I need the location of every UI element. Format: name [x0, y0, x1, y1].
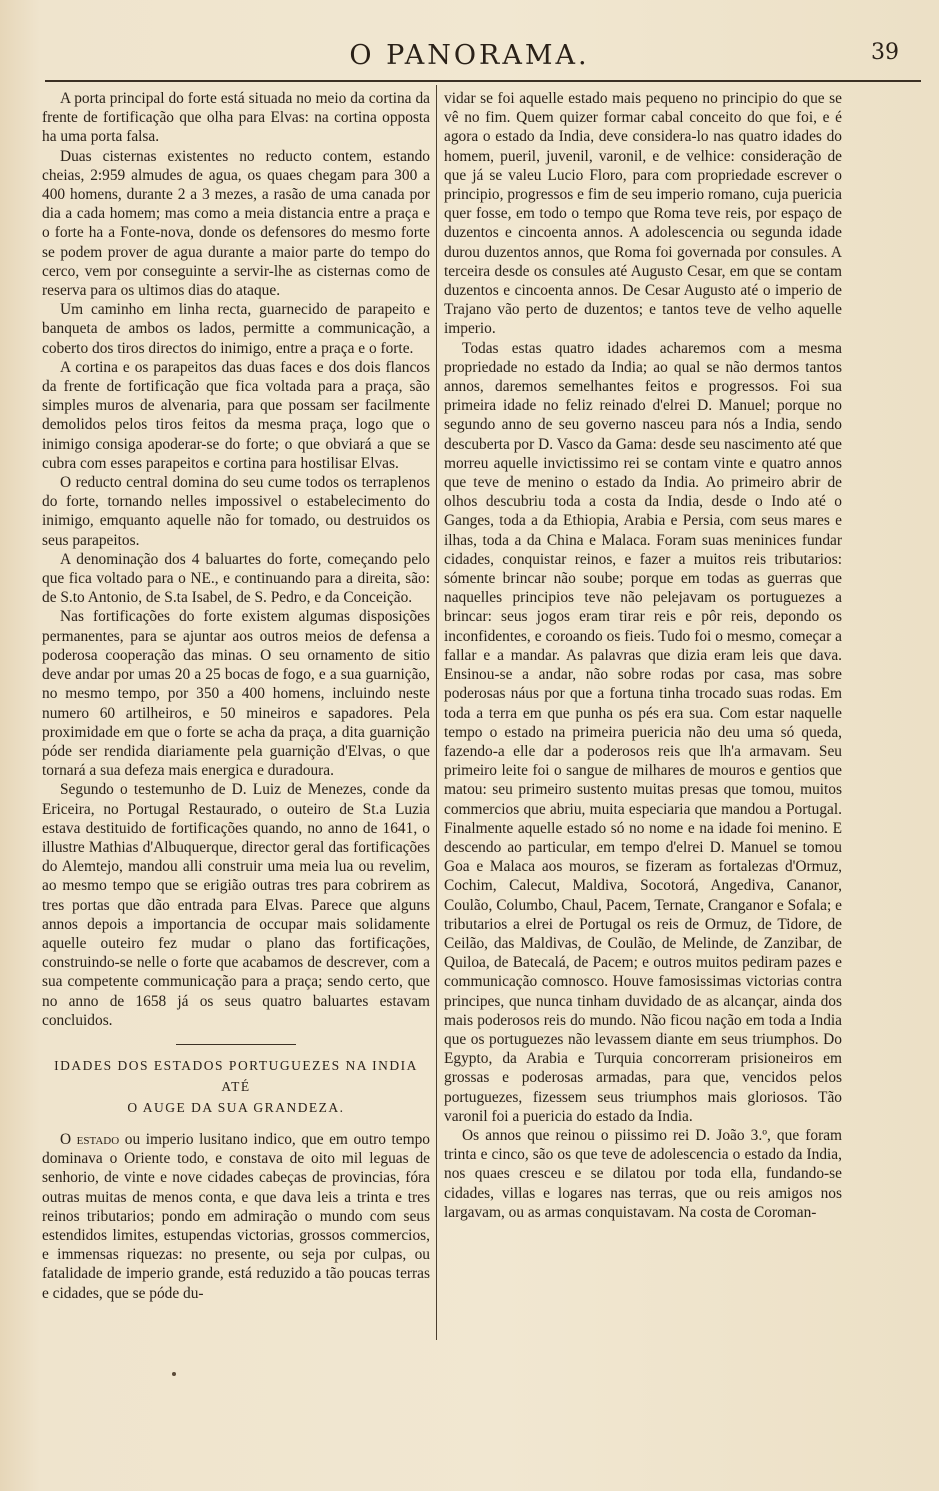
paragraph: A denominação dos 4 baluartes do forte, começando pelo que fica voltado para o NE., e continuando para a direita, são: de S.to Antonio, de S.ta Isabel, de S. Pedro, e da Conceição.: [42, 550, 430, 607]
paragraph: O reducto central domina do seu cume todos os terraplenos do forte, tornando nelles impossivel o estabelecimento do inimigo, emquanto aquelle não for tomado, ou destruidos os seus parapeitos.: [42, 474, 430, 549]
column-divider: [436, 85, 437, 1340]
paragraph: Segundo o testemunho de D. Luiz de Menezes, conde da Ericeira, no Portugal Restaurado, o outeiro de St.a Luzia estava destituido de fortificações quando, no anno de 1641, o illustre Mathias d'Albuquerque, director geral das fortificações do Alemtejo, mandou alli construir uma meia lua ou revelim, ao mesmo tempo que se erigião outras tres para cobrirem as tres portas que dão entrada para Elvas. Parece que alguns annos depois a importancia de occupar mais solidamente aquelle outeiro fez mudar o plano das fortificações, construindo-se nelle o forte que acabamos de descrever, com a sua competente communicação para a praça; sendo certo, que no anno de 1658 já os seus quatro baluartes estavam concluidos.: [42, 781, 430, 1029]
left-column: [42, 89, 430, 1303]
paragraph: A cortina e os parapeitos das duas faces e dos dois flancos da frente de fortificação que fica voltada para a praça, são simples muros de alvenaria, para que possam ser facilmente demolidos pelos tiros feitos da mesma praça, logo que o inimigo consiga apoderar-se do forte; o que obviará a que se cubra com esses parapeitos e cortina para hostilisar Elvas.: [42, 358, 430, 472]
article-first-word: O estado: [60, 1130, 120, 1148]
header-rule: [45, 80, 921, 82]
paragraph: vidar se foi aquelle estado mais pequeno no principio do que se vê no fim. Quem quizer formar cabal conceito do que foi, e é agora o estado da India, deve considera-lo nas quatro idades do homem, pueril, juvenil, varonil, e de velhice: consideração de que já se valeu Lucio Floro, para com propriedade escrever o principio, progressos e fim de seu imperio romano, cuja puericia quer fosse, em todo o tempo que Roma teve reis, por espaço de duzentos e cincoenta annos. A adolescencia ou segunda idade durou duzentos annos, que Roma foi governada por consules. A terceira desde os consules até Augusto Cesar, em que se contam duzentos e cincoenta annos. De Cesar Augusto até o imperio de Trajano vão perto de duzentos; e tantos teve de velho aquelle imperio.: [444, 90, 842, 338]
paragraph: Um caminho em linha recta, guarnecido de parapeito e banqueta de ambos os lados, permitte a communicação, a coberto dos tiros directos do inimigo, entre a praça e o forte.: [42, 301, 430, 357]
paragraph: Os annos que reinou o piissimo rei D. João 3.º, que foram trinta e cinco, são os que teve de adolescencia o estado da India, nos quaes cresceu e se dilatou por toda ella, fundando-se cidades, villas e logares nas terras, que ou reis amigos nos largavam, ou as armas conquistavam. Na costa de Coroman-: [444, 1126, 842, 1221]
article-first-paragraph-text: ou imperio lusitano indico, que em outro tempo dominava o Oriente todo, e constava de oito mil leguas de senhorio, de vinte e nove cidades cabeças de provincias, fóra outras muitas de menos conta, e que dava leis a trinta e tres reinos tributarios; pondo em admiração o mundo com seus estendidos limites, estupendas victorias, grossos commercios, e immensas riquezas: no presente, ou seja por culpas, ou fatalidade de imperio grande, está reduzido a tão poucas terras e cidades, que se póde du-: [42, 1130, 430, 1302]
paragraph: Nas fortificações do forte existem algumas disposições permanentes, para se ajuntar aos outros meios de defensa a poderosa cooperação das minas. O seu ornamento de sitio deve andar por umas 20 a 25 bocas de fogo, e a sua guarnição, no mesmo tempo, por 350 a 400 homens, incluindo neste numero 60 artilheiros, e 50 mineiros e sapadores. Pela proximidade em que o forte se acha da praça, a dita guarnição póde ser rendida diariamente pela guarnição d'Elvas, o que tornará a sua defeza mais energica e duradoura.: [42, 608, 430, 780]
right-column: [444, 89, 842, 1222]
article-heading: [42, 1055, 430, 1118]
article-first-paragraph: [42, 1130, 430, 1303]
paragraph: A porta principal do forte está situada no meio da cortina da frente de fortificação que olha para Elvas: na cortina opposta ha uma porta falsa.: [42, 90, 430, 146]
paragraph: Duas cisternas existentes no reducto contem, estando cheias, 2:959 almudes de agua, os quaes chegam para 300 a 400 homens, durante 2 a 3 mezes, a rasão de uma canada por dia a cada homem; mas como a meia distancia entre a praça e o forte ha a Fonte-nova, donde os defensores do mesmo forte se podem prover de agua durante a maior parte do tempo do cerco, vem por conseguinte a servir-lhe as cisternas como de reserva para os ultimos dias do ataque.: [42, 147, 430, 300]
paragraph: Todas estas quatro idades acharemos com a mesma propriedade no estado da India; ao qual se não dermos tantos annos, daremos semelhantes feitos e progressos. Foi sua primeira idade no feliz reinado d'elrei D. Manuel; porque no segundo anno de seu governo nasceu para nós a India, sendo descuberta por D. Vasco da Gama: desde seu nascimento até que morreu aquelle invictissimo rei se contam vinte e quatro annos que teve de menino o estado da India. Ao primeiro abrir de olhos descubriu toda a costa da India, desde o Indo até o Ganges, toda a da Ethiopia, Arabia e Persia, com seus mares e ilhas, toda a da China e Malaca. Foram suas meninices fundar cidades, conquistar reinos, e fazer a muitos reis tributarios: sómente brincar não soube; porque em todas as guerras que naquelles principios teve não pelejavam os portuguezes a brincar: seus jogos eram tirar reis e pôr reis, depondo os inconfidentes, e coroando os fieis. Tudo foi o mesmo, começar a fallar e a mandar. As palavras que dizia eram leis que dava. Ensinou-se a andar, não sobre rodas por casa, mas sobre poderosas náus por que a fortuna tinha trocado suas rodas. Em toda a terra em que punha os pés era sua. Com estar naquelle tempo o estado na primeira puericia não deu uma só queda, fazendo-a elle dar a poderosos reis que lh'a armavam. Seu primeiro leite foi o sangue de milhares de mouros e gentios que matou: seu primeiro sustento muitas presas que tomou, muitos commercios que abriu, muita especiaria que mandou a Portugal. Finalmente aquelle estado só no nome e na idade foi menino. E descendo ao particular, em tempo d'elrei D. Manuel se tomou Goa e Malaca aos mouros, se fizeram as fortalezas d'Ormuz, Cochim, Calecut, Maldiva, Socotorá, Angediva, Cananor, Coulão, Columbo, Chaul, Pacem, Ternate, Cranganor e Sofala; e tributarios a elrei de Portugal os reis de Ormuz, de Tidore, de Ceilão, das Maldivas, de Coulão, de Melinde, de Zanzibar, de Quiloa, de Batecalá, de Pacem; e outros muitos pediram pazes e communicação comnosco. Houve famosissimas victorias contra principes, que nunca tinham duvidado de as alcançar, ainda dos mais poderosos reis do mundo. Não ficou nação em toda a India que os portuguezes não levassem diante em seus triumphos. Do Egypto, da Arabia e Turquia concorreram prisioneiros em grossas e poderosas armadas, para que, vencidos pelos portuguezes, fizessem seus triumphos mais gloriosos. Tão varonil foi a puericia do estado da India.: [444, 339, 842, 1125]
page-header: [0, 40, 939, 80]
ink-spot: [172, 1372, 176, 1376]
article-heading-line: IDADES DOS ESTADOS PORTUGUEZES NA INDIA ATÉ: [54, 1057, 418, 1094]
masthead-title: O PANORAMA.: [349, 40, 590, 71]
page-number: 39: [871, 40, 899, 65]
article-separator: [176, 1044, 296, 1045]
article-heading-line: O AUGE DA SUA GRANDEZA.: [127, 1099, 345, 1115]
